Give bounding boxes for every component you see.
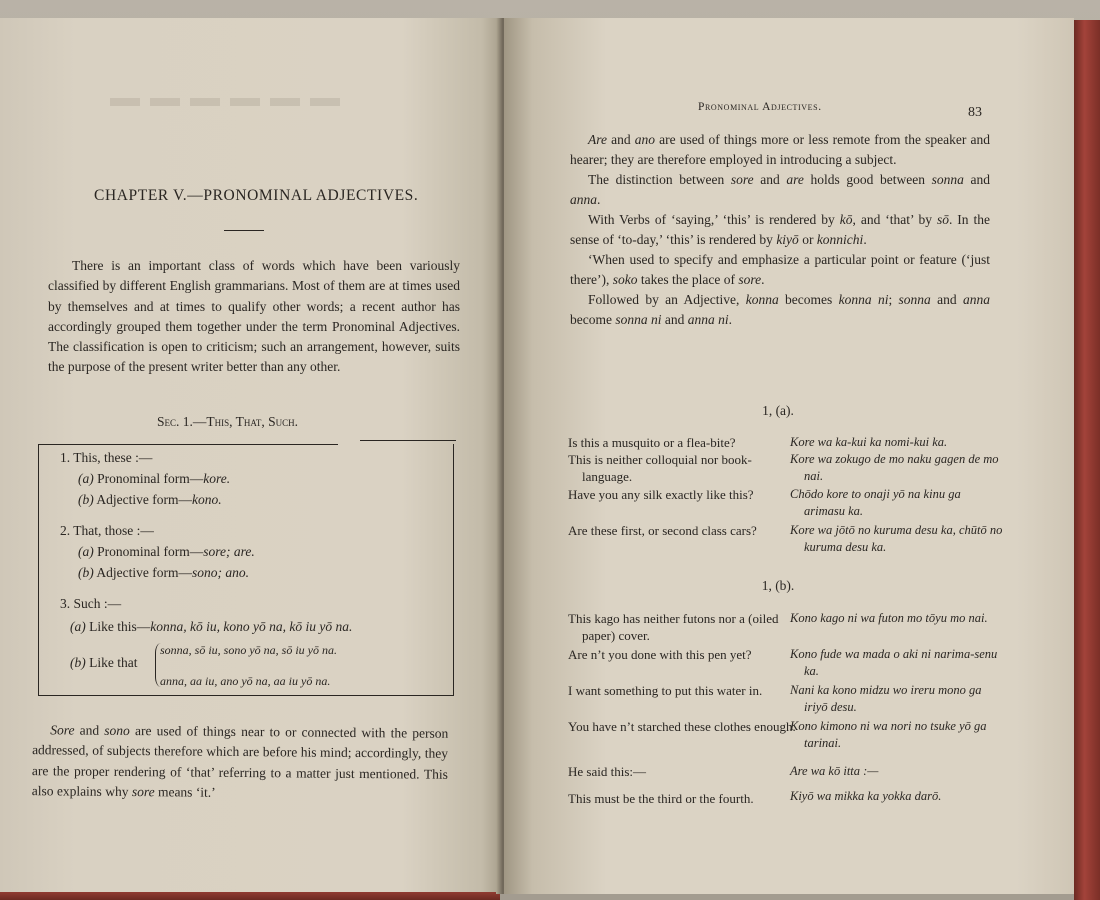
italic-word: sō [936,212,949,227]
example-a-3-japanese: Chōdo kore to onaji yō na kinu ga arimasu ka. [790,487,961,518]
right-page-body [570,130,990,330]
italic-word: konna [745,292,779,307]
example-a-3-english: Have you any silk exactly like this? [568,487,754,502]
table-item-2-head: 2. That, those :— [60,523,154,538]
form-text: Adjective form— [96,492,192,507]
table-item-3b [70,655,137,671]
form-text: Pronominal form— [97,544,204,559]
table-item-1b [78,492,222,508]
text: holds good between [803,172,932,187]
text: ; [888,292,899,307]
italic-word: soko [612,272,638,287]
example-b-4-english: You have n’t starched these clothes enough. [568,719,796,734]
text: . In the sense of ‘to-day,’ ‘this’ is rendered by [570,212,990,247]
italic-word: sonna [898,292,931,307]
sore-sono-paragraph [32,720,449,805]
text: and [963,172,990,187]
form-word: sono; ano. [192,565,249,580]
italic-word: sore [730,172,754,187]
label: (a) [70,619,86,634]
italic-word: sore [738,272,762,287]
italic-word: Sore [50,722,75,738]
sub-heading-1b: 1, (b). [761,578,795,593]
example-b-3-english: I want something to put this water in. [568,683,763,698]
page-number: 83 [968,105,982,120]
example-b-1-japanese: Kono kago ni wa futon mo tōyu mo nai. [790,611,988,625]
form-text: Pronominal form— [97,471,204,486]
intro-paragraph: There is an important class of words which have been variously classified by different English grammarians. Most of them are at times used by themselves and at times to qualify other words; a recent author has accordingly grouped them together under the term Pronominal Adjectives. The classification is open to criticism; such an arrangement, however, suits the purpose of the present writer better than any other. [48,258,460,375]
form-text: Like this— [89,619,151,634]
label: (a) [78,544,94,559]
form-word: konna, kō iu, kono yō na, kō iu yō na. [150,619,353,634]
example-b-2-english: Are n’t you done with this pen yet? [568,647,752,662]
example-b-4-japanese: Kono kimono ni wa nori no tsuke yō ga tarinai. [790,719,987,750]
title-rule [224,230,264,231]
paragraph-are-ano [570,130,990,170]
example-b-6-japanese: Kiyō wa mikka ka yokka darō. [790,789,942,803]
text: are used of things more or less remote from the speaker and hearer; they are therefore employed in introducing a subject. [570,132,990,167]
paragraph-distinction [570,170,990,210]
italic-word: are [786,172,804,187]
example-a-2-japanese: Kore wa zokugo de mo naku gagen de mo nai. [790,452,999,483]
chapter-title: CHAPTER V.—PRONOMINAL ADJECTIVES. [94,187,419,204]
table-item-1a [78,471,230,487]
paragraph-saying [570,210,990,250]
form-word: kono. [192,492,222,507]
example-a-2-english: This is neither colloquial nor book-language. [568,452,752,484]
form-text: Adjective form— [96,565,192,580]
text: are used of things near to or connected with the person addressed, of subjects therefore which are before his mind; accordingly, they are the proper rendering of ‘that’ referring to a matter just mentioned. This also explains why [31,723,449,799]
italic-word: sono [104,722,130,739]
example-b-6-english: This must be the third or the fourth. [568,791,754,806]
text: means ‘it.’ [154,784,216,800]
italic-word: sonna ni [615,312,662,327]
example-b-3-japanese: Nani ka kono midzu wo ireru mono ga iriyō desu. [790,683,982,714]
table-item-3b-line2 [160,674,330,689]
example-a-1-english: Is this a musquito or a flea-bite? [568,435,736,450]
text: or [798,232,817,247]
table-item-3-head: 3. Such :— [60,596,122,611]
italic-word: ano [634,132,655,147]
text: and [74,722,105,738]
book-cover-edge [1074,20,1100,900]
italic-word: konnichi [816,232,864,247]
text: ‘When used to specify and emphasize a particular point or feature (‘just there’), [570,252,990,287]
text: , and ‘that’ by [852,212,937,227]
label: (b) [70,655,86,670]
paragraph-konna-ni [570,290,990,330]
sub-heading-1a: 1, (a). [762,403,794,418]
italic-word: kō [839,212,853,227]
running-head: Pronominal Adjectives. [698,101,822,113]
table-item-2a [78,544,255,560]
form-text: Like that [89,655,138,670]
form-word: sonna, sō iu, sono yō na, sō iu yō na. [160,643,337,657]
example-a-4-japanese: Kore wa jōtō no kuruma desu ka, chūtō no kuruma desu ka. [790,523,1003,554]
label: (a) [78,471,94,486]
label: (b) [78,492,94,507]
example-b-1-english: This kago has neither futons nor a (oiled paper) cover. [568,611,779,643]
text: and [930,292,963,307]
form-word: anna, aa iu, ano yō na, aa iu yō na. [160,674,331,688]
text: . [863,232,867,247]
example-b-2-japanese: Kono fude wa mada o aki ni narima-senu ka. [790,647,998,678]
example-a-1-japanese: Kore wa ka-kui ka nomi-kui ka. [790,435,948,449]
table-item-3a [70,619,352,635]
text: becomes [778,292,839,307]
text: Followed by an Adjective, [588,292,746,307]
example-a-4-english: Are these first, or second class cars? [568,523,757,538]
example-b-5-japanese: Are wa kō itta :— [790,764,879,778]
text: . [597,192,601,207]
text: With Verbs of ‘saying,’ ‘this’ is rendered by [588,212,840,227]
italic-word: Are [588,132,607,147]
section-rule [360,440,456,441]
label: (b) [78,565,94,580]
table-item-3b-line1 [160,643,337,658]
italic-word: kiyō [776,232,799,247]
text: The distinction between [588,172,731,187]
paragraph-soko [570,250,990,290]
bleed-through-text [110,98,350,106]
table-item-2b [78,565,249,581]
italic-word: anna [962,292,990,307]
text: takes the place of [637,272,739,287]
text: become [570,312,616,327]
text: . [761,272,765,287]
italic-word: anna ni [687,312,729,327]
section-heading: Sec. 1.—This, That, Such. [157,414,299,429]
example-b-5-english: He said this:— [568,764,646,779]
table-item-1-head: 1. This, these :— [60,450,153,465]
text: and [661,312,688,327]
form-word: kore. [203,471,231,486]
text: and [607,132,635,147]
italic-word: sore [131,783,155,800]
form-word: sore; are. [203,544,255,559]
text: and [753,172,787,187]
italic-word: sonna [931,172,964,187]
text: . [728,312,733,327]
italic-word: konna ni [838,292,889,307]
italic-word: anna [570,192,597,207]
